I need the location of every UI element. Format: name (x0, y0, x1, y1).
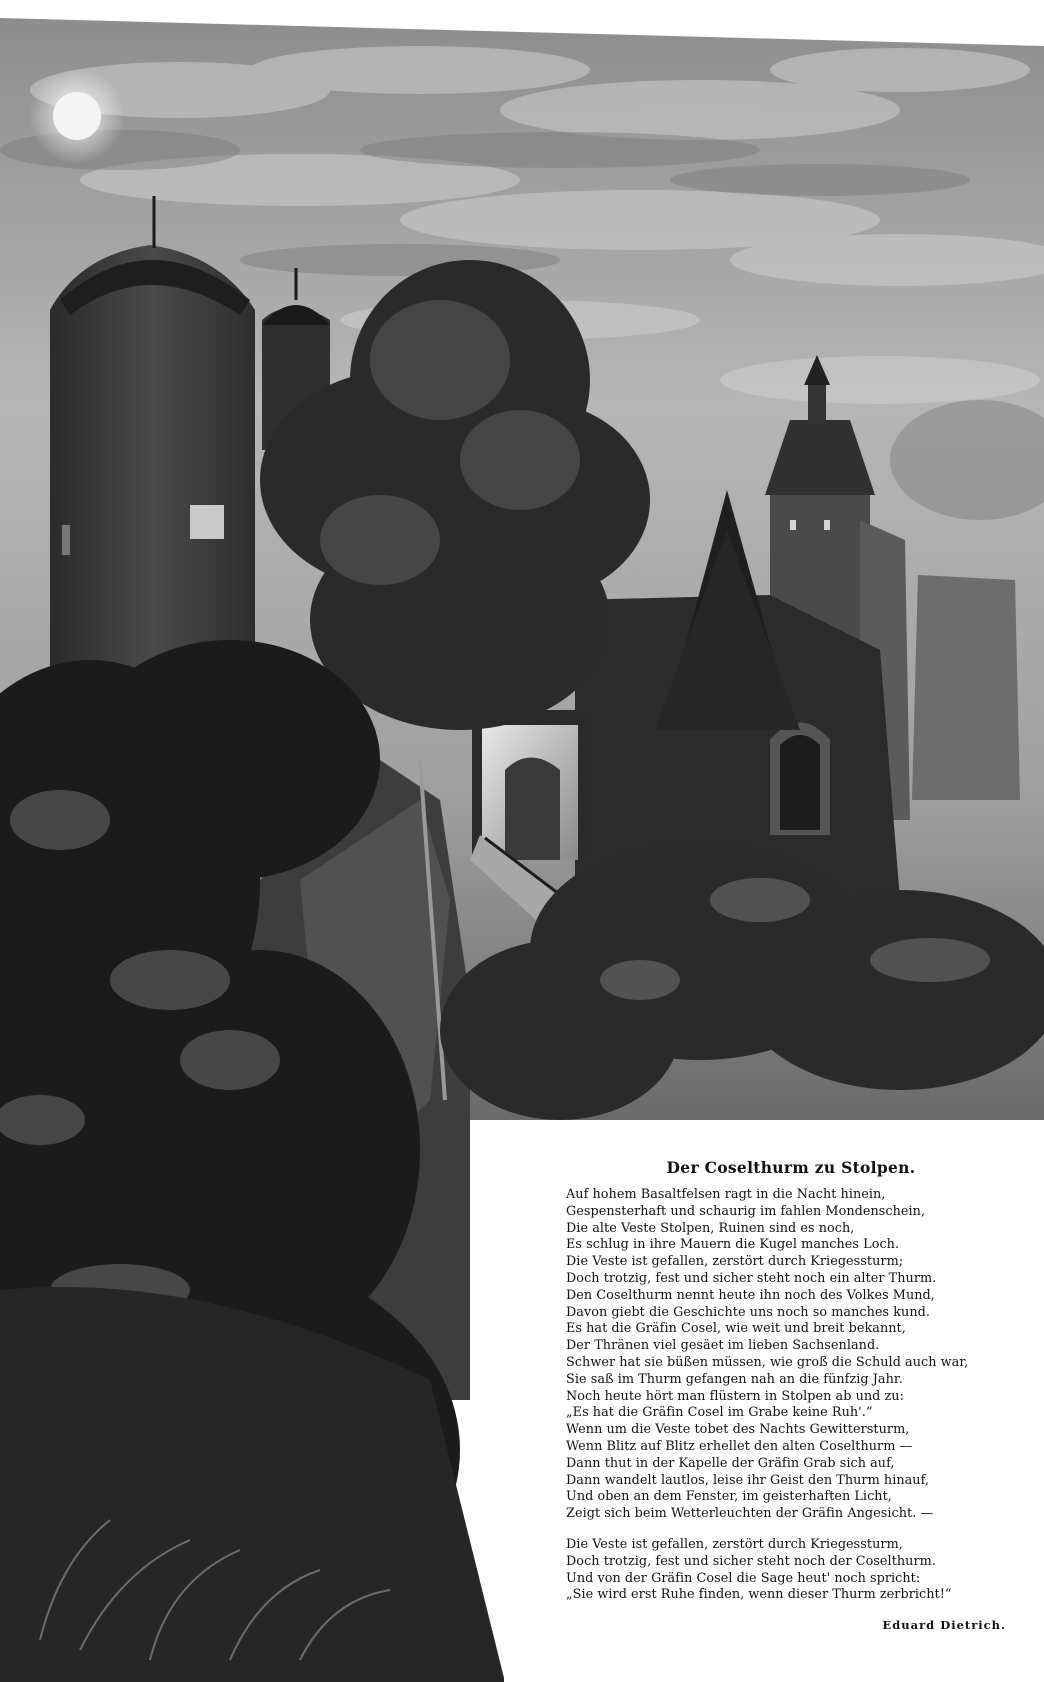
poem-line: Davon giebt die Geschichte uns noch so manches kund. (566, 1304, 930, 1320)
poem-line: Die alte Veste Stolpen, Ruinen sind es noch, (566, 1220, 855, 1236)
poem-line: Doch trotzig, fest und sicher steht noch der Coselthurm. (566, 1553, 936, 1569)
poem-line: Gespensterhaft und schaurig im fahlen Mondenschein, (566, 1203, 926, 1219)
poem-line: Die Veste ist gefallen, zerstört durch Kriegessturm, (566, 1536, 903, 1552)
poem-line: Wenn um die Veste tobet des Nachts Gewittersturm, (566, 1422, 910, 1438)
poem-line: „Sie wird erst Ruhe finden, wenn dieser Thurm zerbricht!“ (566, 1587, 952, 1603)
poem-stanza-2 (566, 1537, 1016, 1604)
poem-title: Der Coselthurm zu Stolpen. (666, 1158, 916, 1177)
poem-line: Schwer hat sie büßen müssen, wie groß die Schuld auch war, (566, 1354, 969, 1370)
poem-stanza-1 (566, 1187, 1016, 1523)
poem-line: Wenn Blitz auf Blitz erhellet den alten Coselthurm — (566, 1438, 913, 1454)
poem-author: Eduard Dietrich. (882, 1618, 1006, 1633)
poem-line: Sie saß im Thurm gefangen nah an die fünfzig Jahr. (566, 1371, 903, 1387)
poem-line: Noch heute hört man flüstern in Stolpen ab und zu: (566, 1388, 904, 1404)
moon (29, 68, 125, 164)
poem-line: Doch trotzig, fest und sicher steht noch ein alter Thurm. (566, 1270, 937, 1286)
poem-line: Und oben an dem Fenster, im geisterhaften Licht, (566, 1489, 892, 1505)
poem-line: Dann thut in der Kapelle der Gräfin Grab sich auf, (566, 1455, 895, 1471)
poem-line: Auf hohem Basaltfelsen ragt in die Nacht hinein, (566, 1187, 886, 1202)
poem-line: Es schlug in ihre Mauern die Kugel manches Loch. (566, 1237, 900, 1253)
poem-line: Dann wandelt lautlos, leise ihr Geist den Thurm hinauf, (566, 1472, 930, 1488)
poem-line: Der Thränen viel gesäet im lieben Sachsenland. (566, 1338, 880, 1354)
poem-line: Die Veste ist gefallen, zerstört durch Kriegessturm; (566, 1254, 904, 1270)
poem-card (504, 1120, 1044, 1682)
poem-line: Den Coselthurm nennt heute ihn noch des Volkes Mund, (566, 1287, 935, 1303)
poem-line: Und von der Gräfin Cosel die Sage heut' noch spricht: (566, 1570, 921, 1586)
poem-line: Es hat die Gräfin Cosel, wie weit und breit bekannt, (566, 1321, 906, 1337)
poem-line: „Es hat die Gräfin Cosel im Grabe keine Ruh'.“ (566, 1405, 873, 1421)
poem-line: Zeigt sich beim Wetterleuchten der Gräfin Angesicht. — (566, 1506, 934, 1522)
